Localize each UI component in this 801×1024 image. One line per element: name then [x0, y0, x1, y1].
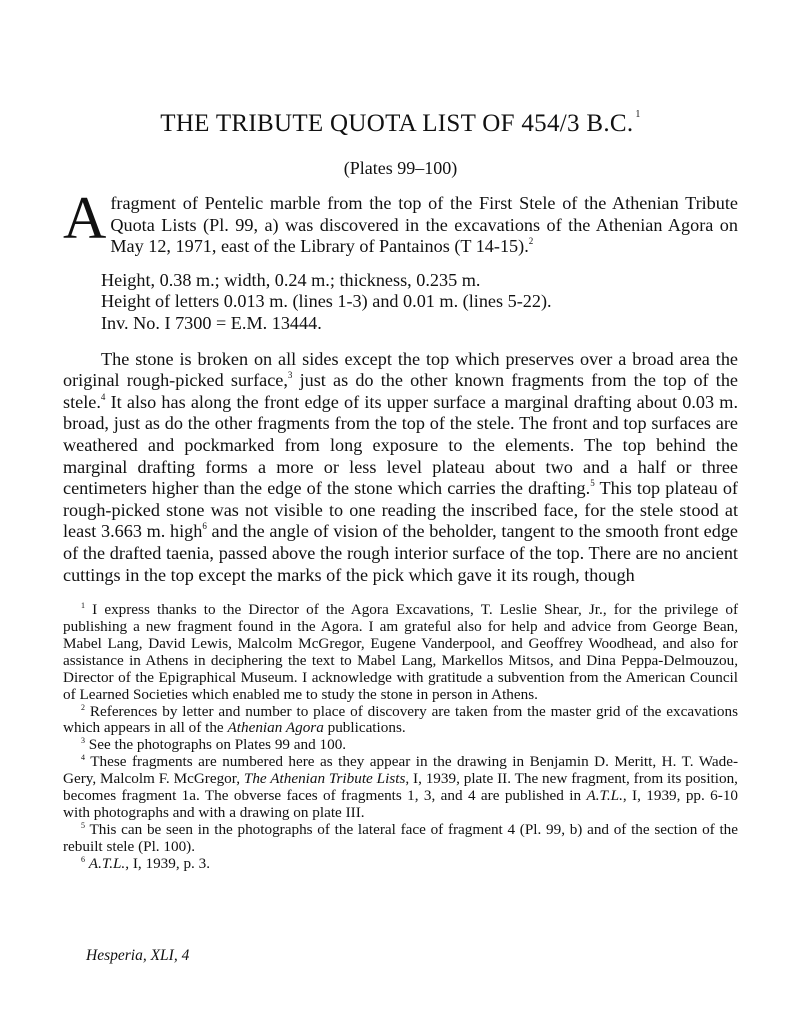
footnote-italic: A.T.L.: [586, 787, 623, 805]
measurements-block: [101, 270, 738, 335]
footnote-text: These fragments are numbered here as they appear in the drawing in Benjamin D. Meritt, H. T. Wade-Gery, Malcolm F. McGregor,: [63, 753, 739, 788]
footnote-text: See the photographs on Plates 99 and 100.: [88, 736, 347, 754]
footnote-number: 4: [81, 753, 85, 763]
footnote-1: [63, 602, 738, 703]
measure-letter-height: Height of letters 0.013 m. (lines 1-3) and 0.01 m. (lines 5-22).: [101, 291, 552, 312]
para-segment: The stone is broken on all sides except the top which preserves over a broad area the original rough-picked surface,: [63, 348, 738, 391]
footnote-number: 6: [81, 854, 85, 864]
footnote-marker-6: 6: [202, 521, 207, 532]
footnote-3: [63, 737, 738, 754]
intro-text: fragment of Pentelic marble from the top of the First Stele of the Athenian Tribute Quota Lists (Pl. 99, a) was discovered in the excavations of the Athenian Agora on May 12, 1971, east of the Library of Pantainos (T 14-15).: [110, 193, 738, 257]
footnote-number: 1: [81, 601, 85, 611]
footnote-2: [63, 704, 738, 738]
intro-paragraph: [63, 185, 738, 258]
footnote-text: I express thanks to the Director of the Agora Excavations, T. Leslie Shear, Jr., for the privilege of publishing a new fragment found in the Agora. I am grateful also for help and advice from George Bean, Mabel Lang, David Lewis, Malcolm McGregor, Eugene Vanderpool, and Geoffrey Woodhead, and also for assistance in Athens in deciphering the text to Mabel Lang, Markellos Mitsos, and Dina Peppa-Delmouzou, Director of the Epigraphical Museum. I acknowledge with gratitude a subvention from the American Council of Learned Societies which enabled me to study the stone in person in Athens.: [63, 601, 739, 703]
article: [63, 98, 738, 873]
footnote-number: 2: [81, 702, 85, 712]
footnote-marker-5: 5: [590, 478, 595, 489]
title-footnote-marker: 1: [635, 109, 641, 120]
footnote-text: , I, 1939, pp. 6-10 with photographs and with a drawing on plate III.: [63, 787, 739, 821]
plates-label: (Plates 99–100): [343, 158, 458, 178]
para-segment: It also has along the front edge of its upper surface a marginal drafting about 0.03 m. broad, just as do the other fragments from the top of the stele. The front and top surfaces are weathered and pockmarked from long exposure to the elements. The top behind the marginal drafting forms a more or less level plateau about two and a half or three centimeters higher than the edge of the stone which carries the drafting.: [63, 391, 738, 499]
footnote-marker-2: 2: [528, 236, 534, 247]
para-segment: This top plateau of rough-picked stone was not visible to one reading the inscribed face, for the stele stood at least 3.663 m. high: [63, 478, 738, 542]
title-text: THE TRIBUTE QUOTA LIST OF 454/3 B.C.: [160, 110, 634, 137]
drop-cap: A: [63, 185, 107, 251]
footnote-5: [63, 822, 738, 856]
footnote-6: [63, 856, 738, 873]
para-segment: and the angle of vision of the beholder, tangent to the smooth front edge of the drafted taenia, passed above the rough interior surface of the top. There are no ancient cuttings in the top except the marks of the pick which gave it its rough, though: [63, 521, 738, 585]
footnote-marker-4: 4: [100, 391, 106, 402]
measure-dimensions: Height, 0.38 m.; width, 0.24 m.; thickness, 0.235 m.: [101, 269, 481, 290]
footnote-4: [63, 754, 738, 822]
footnote-text: References by letter and number to place of discovery are taken from the master grid of the excavations which appears in all of the: [63, 702, 738, 737]
footnotes: [63, 602, 738, 873]
footnote-number: 3: [81, 736, 85, 746]
footnote-text: , I, 1939, p. 3.: [125, 854, 211, 872]
footnote-italic: Athenian Agora: [227, 719, 324, 737]
footnote-italic: A.T.L.: [88, 854, 126, 872]
measure-inventory: Inv. No. I 7300 = E.M. 13444.: [101, 312, 322, 333]
para-segment: just as do the other known fragments from the top of the stele.: [63, 370, 738, 412]
footnote-number: 5: [81, 820, 85, 830]
footnote-marker-3: 3: [287, 370, 293, 381]
footnote-italic: The Athenian Tribute Lists: [243, 770, 406, 788]
footnote-text: , I, 1939, plate II. The new fragment, from its position, becomes fragment 1a. The obverse faces of fragments 1, 3, and 4 are published in: [63, 770, 738, 805]
footnote-text: publications.: [323, 719, 406, 737]
footnote-text: This can be seen in the photographs of the lateral face of fragment 4 (Pl. 99, b) and of the section of the rebuilt stele (Pl. 100).: [63, 820, 738, 855]
description-paragraph: [63, 349, 738, 587]
article-title: [63, 98, 738, 141]
plates-reference: [63, 157, 738, 179]
journal-footer: Hesperia, XLI, 4: [86, 947, 190, 964]
